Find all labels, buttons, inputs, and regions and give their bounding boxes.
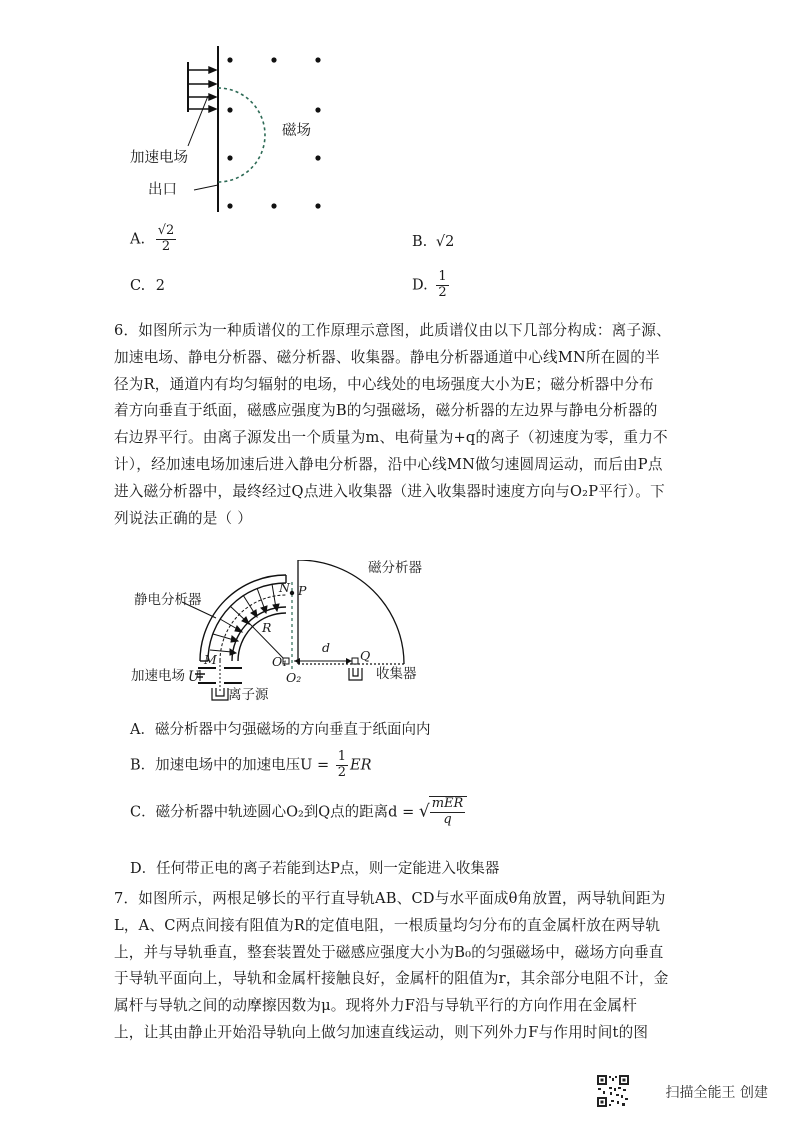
label-magnetic-field: 磁场: [282, 123, 311, 139]
q5-option-c: C. 2: [130, 278, 166, 294]
label-O2: O₂: [286, 670, 302, 685]
q6-option-c: C．磁分析器中轨迹圆心O₂到Q点的距离d = √ $\frac{\text{mER}}{q}$: [130, 796, 467, 828]
label-Q: Q: [360, 648, 371, 663]
label-ion-source: 离子源: [228, 687, 269, 703]
label-exit: 出口: [148, 182, 177, 198]
label-accel-field-2: 加速电场: [131, 668, 185, 684]
label-collector: 收集器: [376, 666, 417, 682]
q5-option-d: D. $\frac{1}{2}$: [412, 269, 447, 300]
label-U: U: [188, 669, 200, 685]
q5-option-b: B. √2: [412, 234, 455, 250]
label-N: N: [279, 580, 290, 595]
label-R: R: [262, 620, 272, 635]
qr-code-icon: [596, 1074, 630, 1108]
label-accel-field: 加速电场: [130, 150, 188, 166]
q6-option-b: B．加速电场中的加速电压U = $\frac{1}{2}$ ER: [130, 749, 372, 780]
q5-option-a: A. $\frac{√2}{2}$: [130, 223, 175, 254]
label-P: P: [298, 583, 307, 598]
label-O1: O₁: [272, 654, 288, 669]
question-6-text: 6．如图所示为一种质谱仪的工作原理示意图，此质谱仪由以下几部分构成：离子源、 加速电场、静电分析器、磁分析器、收集器。静电分析器通道中心线MN所在圆的半 径为R，通道内有均匀辐射的电场，中心线处的电场强度大小为E；磁分析器中分布 着方向垂直于纸面，磁感应强度为B的匀强磁场，磁分析器的左边界与静电分析器的 右边界平行。由离子源发出一个质量为m、电荷量为+q的离子（初速度为零，重力不 计），经加速电场加速后进入静电分析器，沿中心线MN做匀速圆周运动，而后由P点 进入磁分析器中，最终经过Q点进入收集器（进入收集器时速度方向与O₂P平行）。下 列说法正确的是（ ）: [114, 322, 671, 527]
scanner-watermark: 扫描全能王 创建: [665, 1085, 768, 1101]
label-M: M: [204, 652, 217, 667]
label-d: d: [322, 640, 331, 655]
figure-mass-spectrometer: [120, 560, 460, 710]
q6-option-d: D．任何带正电的离子若能到达P点，则一定能进入收集器: [130, 861, 500, 877]
label-static-analyzer: 静电分析器: [134, 592, 202, 608]
q6-option-a: A．磁分析器中匀强磁场的方向垂直于纸面向内: [130, 722, 431, 738]
question-7-text: 7．如图所示，两根足够长的平行直导轨AB、CD与水平面成θ角放置，两导轨间距为 L，A、C两点间接有阻值为R的定值电阻，一根质量均匀分布的直金属杆放在两导轨 上，并与导轨垂直，整套装置处于磁感应强度大小为B₀的匀强磁场中，磁场方向垂直 于导轨平面向上，导轨和金属杆接触良好，金属杆的阻值为r，其余部分电阻不计，金 属杆与导轨之间的动摩擦因数为μ。现将外力F沿与导轨平行的方向作用在金属杆 上，让其由静止开始沿导轨向上做匀加速直线运动，则下列外力F与作用时间t的图: [114, 890, 669, 1041]
label-magnetic-analyzer: 磁分析器: [368, 560, 422, 576]
